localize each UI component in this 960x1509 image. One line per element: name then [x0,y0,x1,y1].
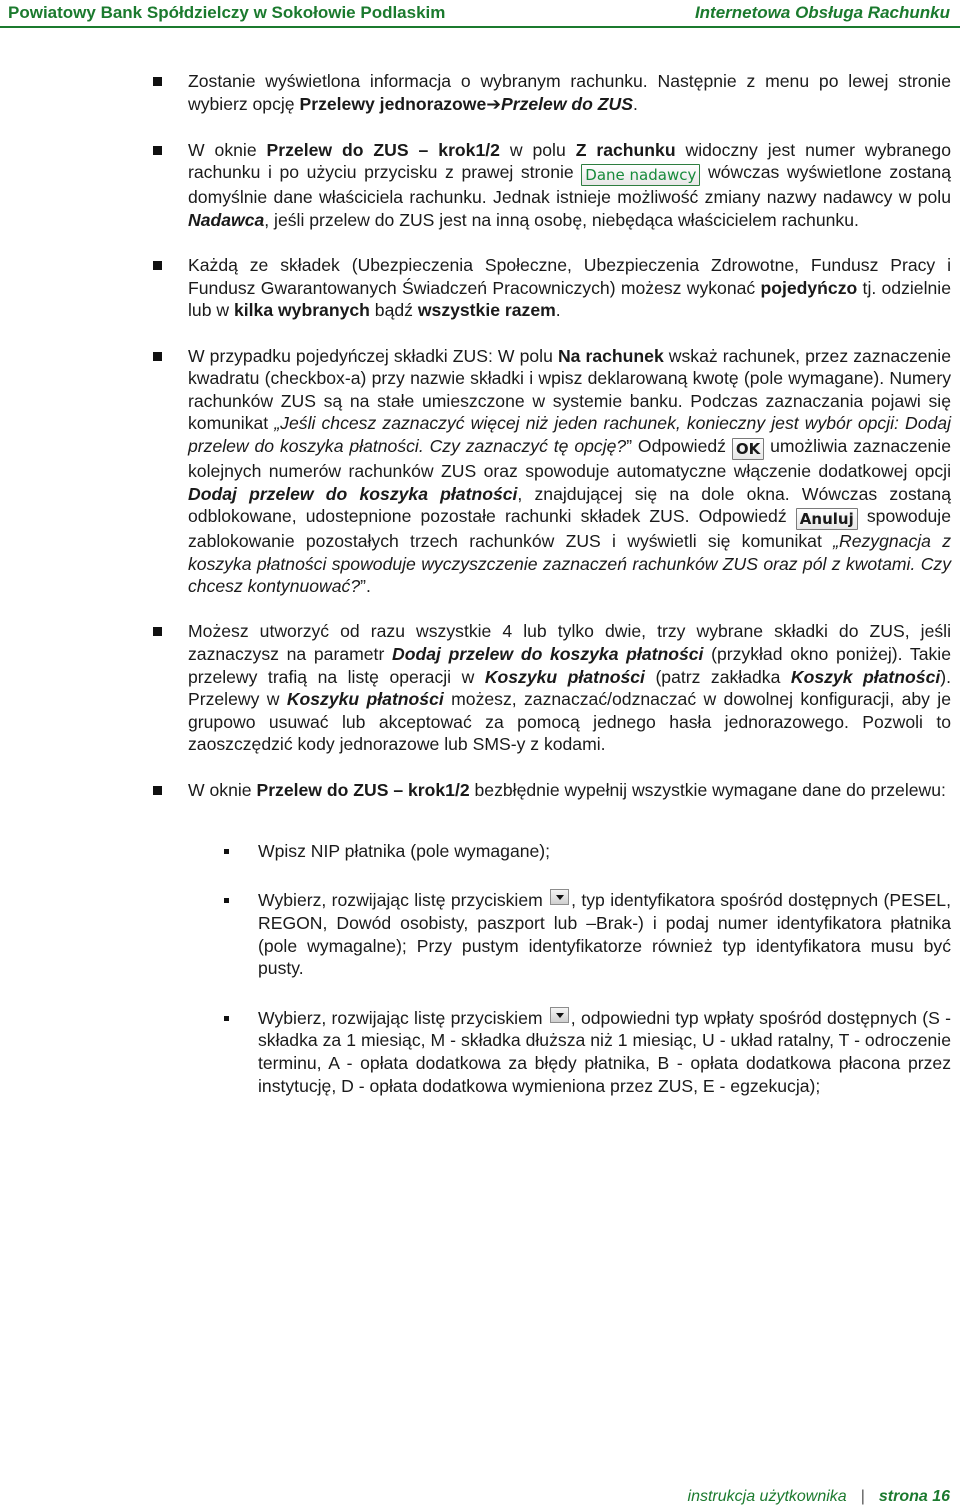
small-square-bullet-icon [224,849,229,854]
bank-name: Powiatowy Bank Spółdzielczy w Sokołowie Podlaskim [8,3,446,22]
small-square-bullet-icon [224,1016,229,1021]
list-item: W oknie Przelew do ZUS – krok1/2 w polu Z rachunku widoczny jest numer wybranego rachunku i po użyciu przycisku z prawej stronie Dane nadawcy wówczas wyświetlone zostaną domyślnie dane właściciela rachunku. Jednak istnieje możliwość zmiany nazwy nadawcy w polu Nadawca, jeśli przelew do ZUS jest na inną osobę, niebędąca właścicielem rachunku. [0,139,960,232]
sender-data-button[interactable]: Dane nadawcy [581,164,700,186]
sub-list-item: Wybierz, rozwijając listę przyciskiem , typ identyfikatora spośród dostępnych (PESEL, REGON, Dowód osobisty, paszport lub –Brak-) i podaj numer identyfikatora płatnika (pole wymagalne); Przy pustym identyfikatorze również typ identyfikatora musu być pusty. [0,889,960,979]
list-item: Każdą ze składek (Ubezpieczenia Społeczne, Ubezpieczenia Zdrowotne, Fundusz Pracy i Fundusz Gwarantowanych Świadczeń Pracowniczych) możesz wykonać pojedyńczo tj. odzielnie lub w kilka wybranych bądź wszystkie razem. [0,254,960,322]
sub-list-item: Wybierz, rozwijając listę przyciskiem , odpowiedni typ wpłaty spośród dostępnych (S -składka za 1 miesiąc, M - składka dłuższa niż 1 miesiąc, U - układ ratalny, T - odroczenie terminu, A - opłata dodatkowa za błędy płatnika, B - opłata dodatkowa płacona przez instytucję, D - opłata dodatkowa wymieniona przez ZUS, E - egzekucja); [0,1007,960,1097]
chevron-down-icon[interactable] [550,889,569,905]
cancel-button[interactable]: Anuluj [796,508,858,530]
page-header [0,0,960,28]
page-number: strona 16 [878,1488,950,1505]
square-bullet-icon [153,261,162,270]
footer-label: instrukcja użytkownika [687,1488,847,1505]
list-item: Zostanie wyświetlona informacja o wybranym rachunku. Następnie z menu po lewej stronie wybierz opcję Przelewy jednorazowe➔Przelew do ZUS. [0,70,960,116]
list-item: W oknie Przelew do ZUS – krok1/2 bezbłędnie wypełnij wszystkie wymagane dane do przelewu: [0,779,960,802]
small-square-bullet-icon [224,898,229,903]
list-item: W przypadku pojedyńczej składki ZUS: W polu Na rachunek wskaż rachunek, przez zaznaczenie kwadratu (checkbox-a) przy nazwie składki i wpisz deklarowaną kwotę (pole wymagane). Numery rachunków ZUS są na stałe umieszczone w systemie banku. Podczas zaznaczania pojawi się komunikat „Jeśli chcesz zaznaczyć więcej niż jeden rachunek, konieczny jest wybór opcji: Dodaj przelew do koszyka płatności. Czy zaznaczyć tę opcję?” Odpowiedź OK umożliwia zaznaczenie kolejnych numerów rachunków ZUS oraz spowoduje automatyczne włączenie dodatkowej opcji Dodaj przelew do koszyka płatności, znajdującej się na dole okna. Wówczas zostaną odblokowane, udostepnione pozostałe rachunki składek ZUS. Odpowiedź Anuluj spowoduje zablokowanie pozostałych trzech rachunków ZUS i wyświetli się komunikat „Rezygnacja z koszyka płatności spowoduje wyczyszczenie zaznaczeń rachunków ZUS oraz pól z kwotami. Czy chcesz kontynuować?”. [0,345,960,598]
square-bullet-icon [153,786,162,795]
list-item: Możesz utworzyć od razu wszystkie 4 lub tylko dwie, trzy wybrane składki do ZUS, jeśli zaznaczysz na parametr Dodaj przelew do koszyka płatności (przykład okno poniżej). Takie przelewy trafią na listę operacji w Koszyku płatności (patrz zakładka Koszyk płatności). Przelewy w Koszyku płatności możesz, zaznaczać/odznaczać w dowolnej konfiguracji, aby je grupowo usuwać lub akceptować za pomocą jednego hasła jednorazowego. Pozwoli to zaoszczędzić kody jednorazowe lub SMS-y z kodami. [0,620,960,756]
chevron-down-icon[interactable] [550,1007,569,1023]
square-bullet-icon [153,77,162,86]
page-footer [688,1486,950,1509]
sub-list-item: Wpisz NIP płatnika (pole wymagane); [0,840,960,863]
square-bullet-icon [153,627,162,636]
document-title: Internetowa Obsługa Rachunku [694,3,950,22]
square-bullet-icon [153,352,162,361]
arrow-right-icon: ➔ [486,94,501,115]
document-body [0,70,960,1124]
square-bullet-icon [153,146,162,155]
footer-separator: | [860,1488,865,1505]
ok-button[interactable]: OK [732,438,764,460]
